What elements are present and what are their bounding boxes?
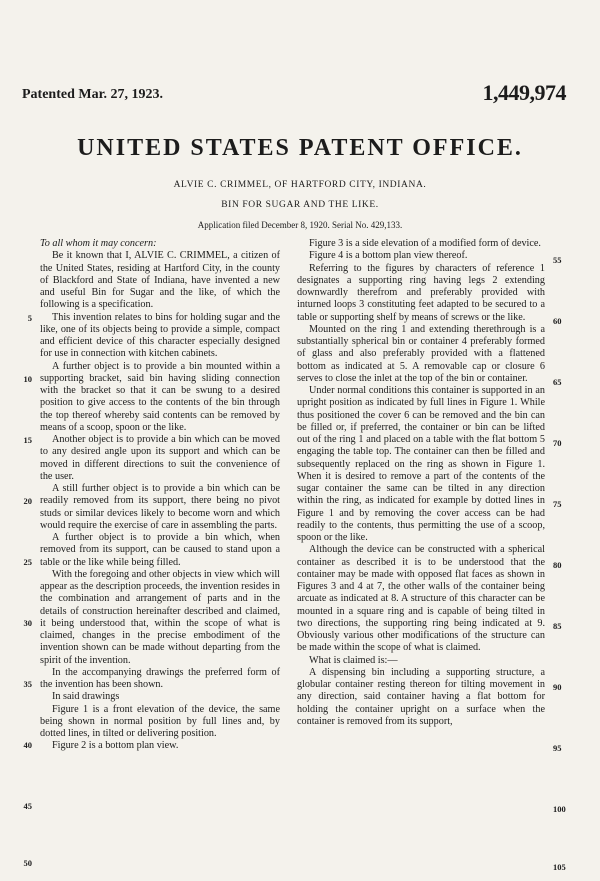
- line-number: 90: [553, 682, 562, 692]
- paragraph: Figure 3 is a side elevation of a modified form of device.: [309, 238, 541, 249]
- paragraph: A further object is to provide a bin mounted within a supporting bracket, said bin having sliding connection with the bracket so that it can be swung to a desired position to give access to the contents of the bin through the top thereof whereby said contents can be removed by means of a scoop, spoon or the like.: [40, 360, 280, 433]
- line-number: 45: [23, 801, 32, 811]
- paragraph: Mounted on the ring 1 and extending therethrough is a substantially spherical bin or container 4 preferably formed of glass and also preferably provided with a flattened bottom as indicated at 5. A removable cap or closure 6 serves to close the inlet at the top of the bin or container.: [297, 323, 545, 384]
- paragraph: Although the device can be constructed with a spherical container as described it is to be understood that the container may be made with opposed flat faces as shown in Figures 3 and 4 at 7, the other walls of the container being arcuate as indicated at 8. A structure of this character can be mounted in a square ring and is capable of being tilted in two directions, the supporting ring being indicated at 9. Obviously various other modifications of the structure can be made within the scope of what is claimed.: [297, 544, 545, 654]
- paragraph: In said drawings: [52, 691, 120, 703]
- paragraph: This invention relates to bins for holding sugar and the like, one of its objects being to provide a simple, compact and efficient device of this character especially designed for use in connection with kitchen cabinets.: [40, 311, 280, 360]
- line-number: 80: [553, 560, 562, 570]
- line-number: 25: [23, 557, 32, 567]
- line-number: 5: [27, 313, 32, 323]
- line-number: 75: [553, 499, 562, 509]
- right-column: [297, 238, 545, 728]
- line-number: 100: [553, 804, 566, 814]
- paragraph: A dispensing bin including a supporting structure, a globular container resting thereon for tilting movement in any direction, said container having a flat bottom for holding the container upright on a surface when the container is removed from its support,: [297, 666, 545, 727]
- left-column: [40, 238, 280, 753]
- line-number: 60: [553, 316, 562, 326]
- paragraph: Be it known that I, ALVIE C. CRIMMEL, a citizen of the United States, residing at Hartford City, in the county of Blackford and State of Indiana, have invented a new and useful Bin for Sugar and the like, of which the following is a specification.: [40, 250, 280, 311]
- invention-title: BIN FOR SUGAR AND THE LIKE.: [221, 200, 379, 210]
- line-number: 70: [553, 438, 562, 448]
- paragraph: Figure 2 is a bottom plan view.: [52, 740, 179, 752]
- patented-date: Patented Mar. 27, 1923.: [22, 87, 164, 102]
- paragraph: What is claimed is:—: [309, 654, 398, 666]
- line-number: 35: [23, 679, 32, 689]
- line-number: 65: [553, 377, 562, 387]
- paragraph: Another object is to provide a bin which can be moved to any desired angle upon its support and which can be moved in different directions to suit the convenience of the user.: [40, 434, 280, 482]
- paragraph: In the accompanying drawings the preferred form of the invention has been shown.: [40, 666, 280, 690]
- paragraph: A still further object is to provide a bin which can be readily removed from its support, there being no pivot studs or similar devices likely to become worn and which would require the exercise of care in assembling the parts.: [40, 483, 280, 531]
- line-number: 30: [23, 618, 32, 628]
- line-number: 10: [23, 374, 32, 384]
- line-number: 55: [553, 255, 562, 265]
- line-number: 105: [553, 862, 566, 872]
- line-number: 40: [23, 740, 32, 750]
- paragraph: Referring to the figures by characters of reference 1 designates a supporting ring having legs 2 extending downwardly therefrom and preferably provided with inturned loops 3 constituting feet adapted to be secured to a table or supporting shelf by means of screws or the like.: [297, 262, 545, 323]
- paragraph: To all whom it may concern:: [40, 238, 157, 249]
- line-number: 95: [553, 743, 562, 753]
- line-number: 85: [553, 621, 562, 631]
- paragraph: A further object is to provide a bin which, when removed from its support, can be caused to stand upon a table or the like while being filled.: [40, 532, 280, 568]
- paragraph: With the foregoing and other objects in view which will appear as the description proceeds, the invention resides in the combination and arrangement of parts and in the details of construction hereinafter described and claimed, it being understood that, within the scope of what is claimed, changes in the precise embodiment of the invention shown can be made without departing from the spirit of the invention.: [40, 568, 280, 666]
- paragraph: Figure 4 is a bottom plan view thereof.: [309, 250, 468, 262]
- office-heading: UNITED STATES PATENT OFFICE.: [77, 135, 523, 161]
- line-number: 50: [23, 858, 32, 868]
- line-number: 15: [23, 435, 32, 445]
- filing-line: Application filed December 8, 1920. Serial No. 429,133.: [197, 220, 403, 230]
- line-number: 20: [23, 496, 32, 506]
- paragraph: Figure 1 is a front elevation of the device, the same being shown in normal position by full lines and, by dotted lines, in tilted or delivering position.: [40, 703, 280, 739]
- paragraph: Under normal conditions this container is supported in an upright position as indicated by full lines in Figure 1. While thus positioned the cover 6 can be removed and the bin can be filled or, if preferred, the container or bin can be lifted out of the ring 1 and placed on a table with the flat bottom 5 engaging the table top. The container can then be filled and subsequently replaced on the ring as shown in Figure 1. When it is desired to remove a part of the contents of the sugar container the same can be tilted in any direction within the ring, as indicated for example by dotted lines in Figure 1 and by removing the cover access can be had readily to the contents, thus permitting the use of a scoop, spoon or the like.: [297, 385, 545, 543]
- patent-number: 1,449,974: [482, 80, 566, 105]
- inventor-line: ALVIE C. CRIMMEL, OF HARTFORD CITY, INDIANA.: [173, 180, 427, 190]
